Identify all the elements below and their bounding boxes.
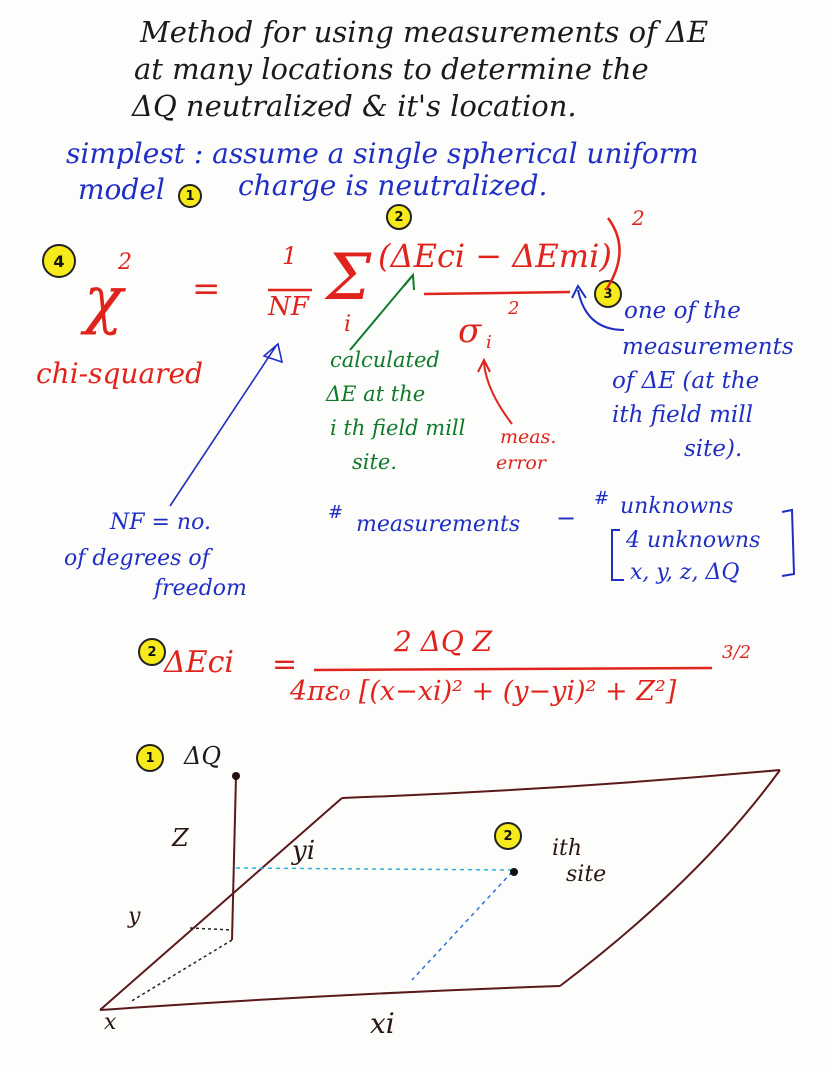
count-unknowns: unknowns bbox=[620, 494, 734, 519]
chi-numerator: (ΔEci − ΔEmi) bbox=[378, 237, 612, 275]
nf-arrow-line bbox=[170, 346, 276, 506]
charge-point bbox=[232, 772, 240, 780]
measurement-note-4: ith field mill bbox=[612, 402, 753, 428]
calculated-note-1: calculated bbox=[330, 348, 440, 372]
title-line-3: ΔQ neutralized & it's location. bbox=[132, 89, 577, 123]
formula-exponent: 3/2 bbox=[722, 642, 751, 663]
measurement-note-3: of ΔE (at the bbox=[612, 368, 760, 394]
equals-sign: = bbox=[192, 269, 221, 309]
numerator-close-paren bbox=[606, 218, 620, 290]
diagram-yi-label: yi bbox=[292, 836, 316, 866]
formula-equals: = bbox=[272, 647, 298, 682]
sigma-exponent: 2 bbox=[508, 298, 520, 319]
badge-3-meas: 3 bbox=[594, 280, 622, 308]
formula-numerator: 2 ΔQ Z bbox=[394, 625, 493, 658]
chi-squared-label: chi-squared bbox=[36, 357, 204, 390]
measurement-note-2: measurements bbox=[622, 334, 794, 360]
diagram-xi-label: xi bbox=[370, 1007, 395, 1040]
dashed-yi-line bbox=[236, 868, 512, 870]
badge-4-chi: 4 bbox=[42, 244, 76, 278]
nf-note-2: of degrees of bbox=[64, 546, 210, 571]
diagram-delta-q: ΔQ bbox=[184, 742, 222, 770]
fraction-numerator-1: 1 bbox=[282, 242, 298, 270]
nf-note-1: NF = no. bbox=[110, 510, 211, 535]
summation-index: i bbox=[344, 312, 352, 337]
sigma-subscript: i bbox=[486, 332, 492, 353]
calculated-note-3: i th field mill bbox=[330, 416, 466, 440]
plane-edge-top bbox=[342, 770, 780, 798]
badge-1-model: 1 bbox=[178, 184, 202, 208]
count-measurements: measurements bbox=[356, 512, 521, 537]
measurement-note-1: one of the bbox=[624, 298, 741, 324]
nf-note-3: freedom bbox=[154, 576, 247, 601]
badge-2-formula: 2 bbox=[138, 638, 166, 666]
title-line-1: Method for using measurements of ΔE bbox=[140, 15, 709, 49]
model-line-2-rest: charge is neutralized. bbox=[238, 169, 548, 202]
unknowns-bracket-right bbox=[782, 510, 794, 576]
diagram-x-label: x bbox=[104, 1010, 117, 1035]
summation-symbol: Σ bbox=[326, 241, 372, 315]
plane-edge-bottom bbox=[100, 986, 560, 1010]
formula-lhs: ΔEci bbox=[164, 645, 234, 680]
diagram-y-label: y bbox=[128, 904, 141, 929]
numerator-fraction-bar bbox=[424, 292, 570, 294]
dashed-xi-line bbox=[412, 872, 512, 980]
charge-height-line bbox=[232, 776, 236, 940]
diagram-z-label: Z bbox=[172, 824, 189, 852]
sigma-symbol: σ bbox=[458, 311, 482, 351]
title-line-2: at many locations to determine the bbox=[134, 52, 649, 86]
site-point bbox=[510, 868, 518, 876]
count-hash-1: # bbox=[328, 502, 344, 523]
measurement-note-5: site). bbox=[684, 436, 743, 462]
unknowns-list-2: x, y, z, ΔQ bbox=[630, 560, 740, 585]
model-line-2-prefix: model bbox=[78, 173, 165, 206]
count-hash-2: # bbox=[594, 488, 610, 509]
model-line-1: simplest : assume a single spherical uniform bbox=[66, 137, 699, 170]
badge-2-diagram: 2 bbox=[494, 822, 522, 850]
plane-edge-right bbox=[560, 770, 780, 986]
diagram-site-label-1: ith bbox=[552, 836, 583, 861]
diagram-site-label-2: site bbox=[566, 862, 607, 887]
formula-denominator: 4πε₀ [(x−xi)² + (y−yi)² + Z²] bbox=[290, 676, 677, 707]
calculated-note-2: ΔE at the bbox=[326, 382, 426, 406]
unknowns-list-1: 4 unknowns bbox=[626, 528, 761, 553]
badge-1-diagram: 1 bbox=[136, 744, 164, 772]
formula-fraction-bar bbox=[314, 668, 712, 670]
meas-arrow-line bbox=[484, 362, 512, 424]
dashed-y-line bbox=[190, 928, 232, 930]
chi-exponent: 2 bbox=[118, 250, 132, 275]
unknowns-bracket-left bbox=[612, 530, 624, 580]
outer-exponent: 2 bbox=[632, 206, 645, 230]
meas-error-note-1: meas. bbox=[500, 426, 557, 448]
fraction-denominator-nf: NF bbox=[268, 292, 309, 322]
meas-error-note-2: error bbox=[496, 452, 546, 474]
count-minus: − bbox=[556, 504, 577, 532]
plane-edge-left bbox=[100, 798, 342, 1010]
badge-2-calc: 2 bbox=[386, 204, 412, 230]
calc-arrow-line bbox=[350, 276, 412, 350]
calculated-note-4: site. bbox=[352, 450, 398, 474]
chi-symbol: χ bbox=[84, 263, 123, 337]
